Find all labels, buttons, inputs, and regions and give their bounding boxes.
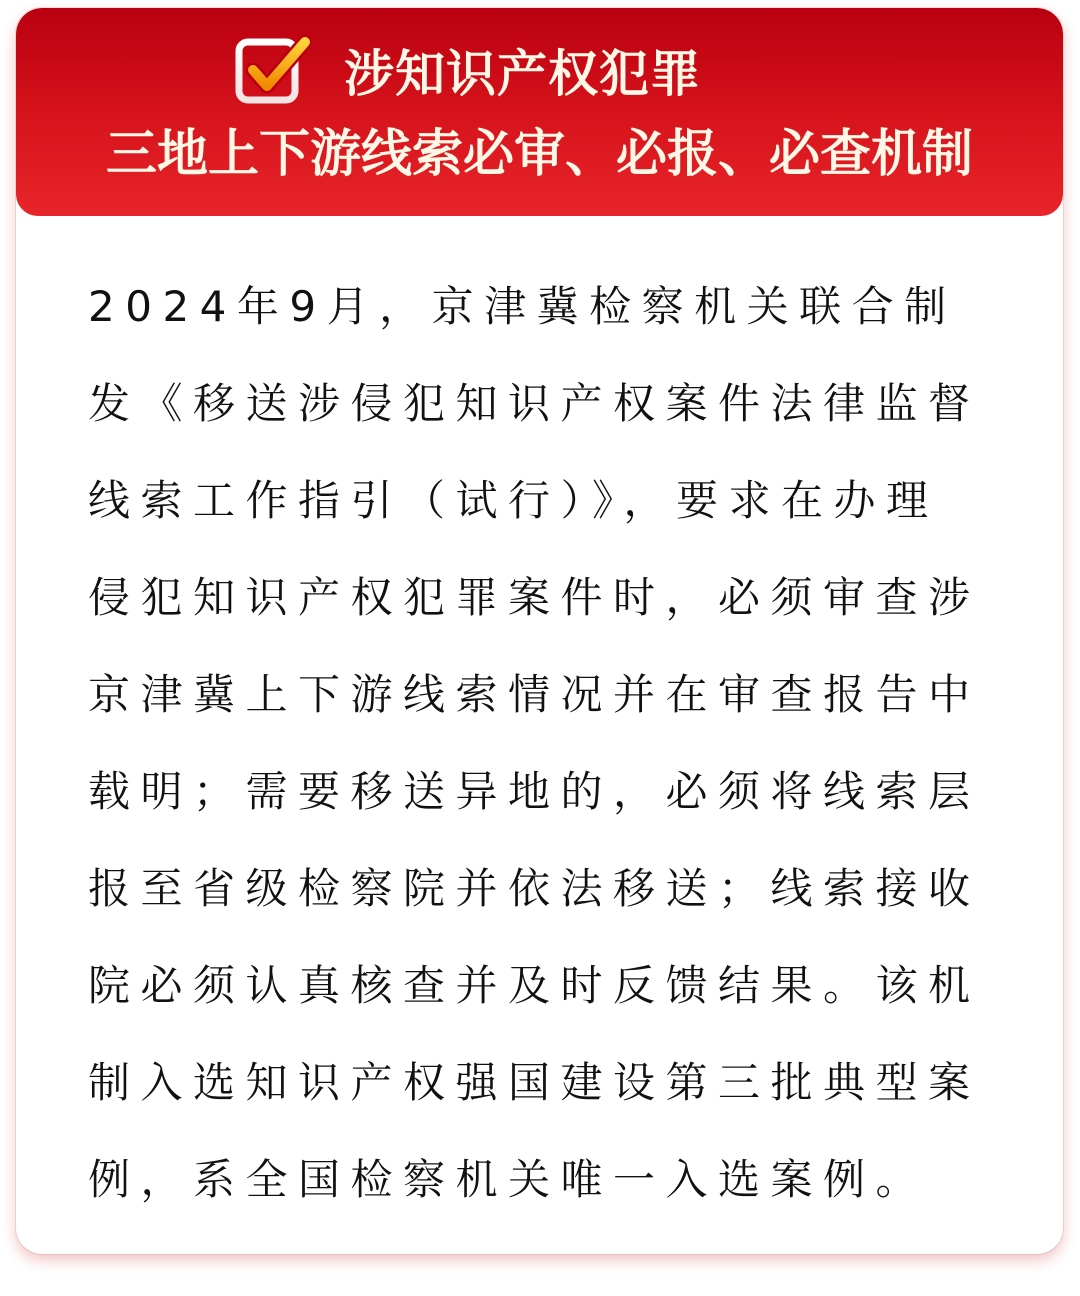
checkbox-checked-icon — [231, 32, 311, 112]
body-line: 例，系全国检察机关唯一入选案例。 — [88, 1155, 929, 1204]
body-line: 侵犯知识产权犯罪案件时，必须审查涉 — [88, 573, 981, 622]
body-line: 载明；需要移送异地的，必须将线索层 — [88, 767, 981, 816]
body-line: 制入选知识产权强国建设第三批典型案 — [88, 1058, 981, 1107]
body-line: 院必须认真核查并及时反馈结果。该机 — [88, 961, 981, 1010]
header-banner — [16, 8, 1063, 216]
title-line-2: 三地上下游线索必审、必报、必查机制 — [105, 125, 973, 184]
title-line-1: 涉知识产权犯罪 — [344, 45, 701, 103]
body-line: 报至省级检察院并依法移送；线索接收 — [88, 864, 981, 913]
content-card — [16, 8, 1063, 1254]
body-line: 线索工作指引（试行）》，要求在办理 — [88, 476, 939, 525]
body-line: 2024年9月，京津冀检察机关联合制 — [88, 282, 957, 331]
body-paragraph — [88, 258, 996, 1228]
body-line: 京津冀上下游线索情况并在审查报告中 — [88, 670, 981, 719]
body-line: 发《移送涉侵犯知识产权案件法律监督 — [88, 379, 981, 428]
